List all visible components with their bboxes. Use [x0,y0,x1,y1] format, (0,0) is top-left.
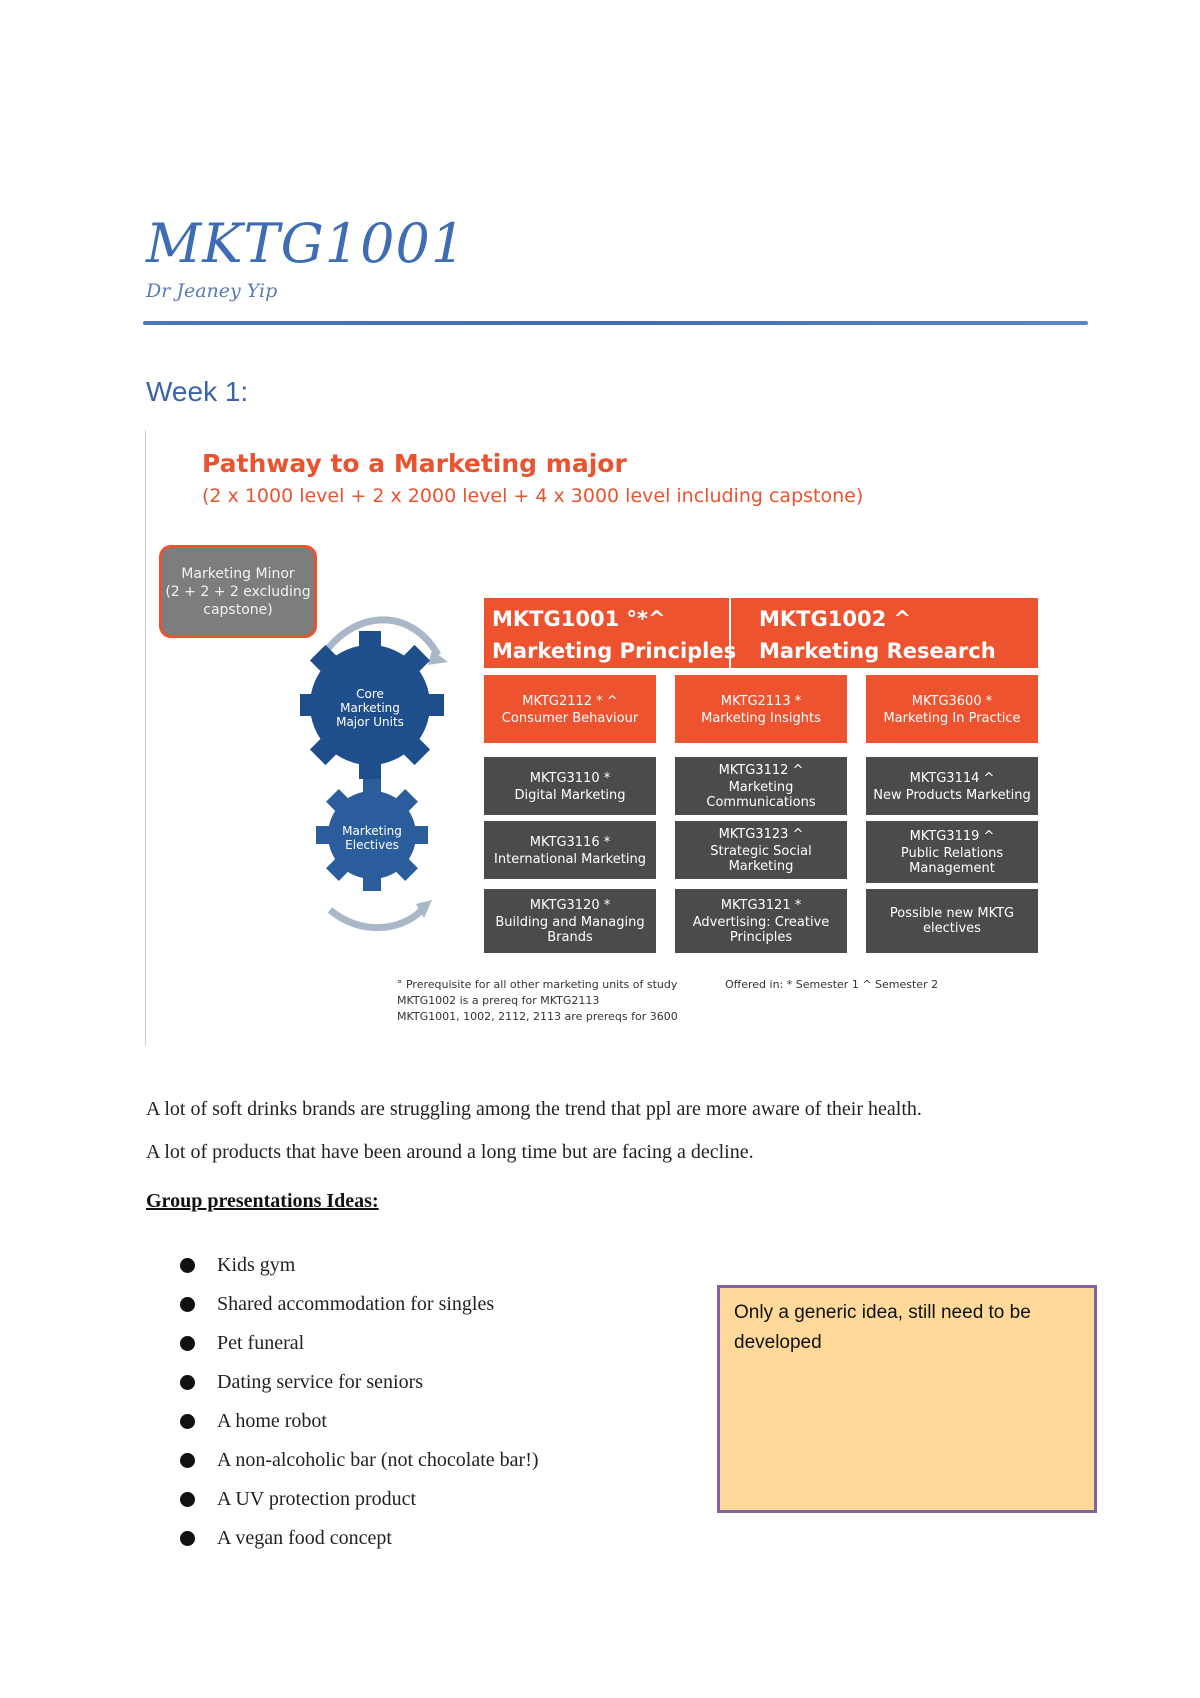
bullet-icon [180,1492,195,1507]
list-item [180,1480,539,1519]
idea-text: Dating service for seniors [217,1371,424,1393]
bullet-icon [180,1297,195,1312]
unit-mktg3123 [675,821,847,879]
unit-name: Digital Marketing [514,787,626,803]
figure-left-border [145,430,146,1046]
bullet-icon [180,1375,195,1390]
core-gear-label: Core Marketing Major Units [336,687,404,729]
unit-mktg3114 [866,757,1038,815]
unit-mktg3119 [866,821,1038,883]
unit-mktg3116 [484,821,656,879]
idea-text: A non-alcoholic bar (not chocolate bar!) [217,1449,539,1471]
unit-code: MKTG2112 * ^ [522,693,618,709]
figure-subtitle: (2 x 1000 level + 2 x 2000 level + 4 x 3000 level including capstone) [202,485,864,507]
ideas-list [180,1246,539,1558]
unit-name: Advertising: Creative Principles [692,915,830,945]
unit-name: New Products Marketing [873,787,1031,803]
list-item [180,1246,539,1285]
idea-text: Pet funeral [217,1332,305,1354]
note-offered: Offered in: * Semester 1 ^ Semester 2 [725,978,939,991]
bullet-icon [180,1453,195,1468]
week-heading: Week 1: [146,376,249,407]
idea-text: A home robot [217,1410,327,1432]
first-year-units-header [484,598,1038,668]
unit-code: MKTG1002 ^ [759,607,912,631]
unit-name: Building and Managing Brands [495,915,645,945]
unit-name: International Marketing [494,851,646,867]
unit-code: MKTG3119 ^ [909,829,995,844]
electives-gear-label: Marketing Electives [342,824,402,852]
idea-text: A UV protection product [217,1488,417,1510]
unit-code: MKTG3116 * [529,834,611,850]
unit-mktg1001 [492,603,736,667]
note-prerequisite: ° Prerequisite for all other marketing units of study [397,978,678,991]
idea-text: Shared accommodation for singles [217,1293,495,1315]
unit-mktg3600 [866,675,1038,743]
bullet-icon [180,1336,195,1351]
unit-code: MKTG3121 * [720,898,802,913]
list-item [180,1324,539,1363]
unit-mktg3120 [484,889,656,953]
unit-code: MKTG3110 * [529,770,611,786]
title-divider [143,321,1088,325]
note-prereq-3600: MKTG1001, 1002, 2112, 2113 are prereqs for 3600 [397,1010,678,1023]
unit-mktg2112 [484,675,656,743]
unit-code: MKTG1001 °*^ [492,607,666,631]
unit-name: Possible new MKTG electives [889,906,1015,936]
paragraph-declining-products: A lot of products that have been around a long time but are facing a decline. [146,1141,754,1163]
gears-diagram [300,610,480,940]
bottom-arrow-icon [330,910,422,928]
sticky-note-text: Only a generic idea, still need to be developed [734,1302,1031,1353]
bullet-icon [180,1531,195,1546]
list-item [180,1363,539,1402]
unit-name: Public Relations Management [900,846,1004,876]
unit-name: Marketing Insights [701,710,821,726]
pathway-figure [150,435,1050,1045]
sticky-note [717,1285,1097,1513]
unit-new-electives [866,889,1038,953]
note-prereq-2113: MKTG1002 is a prereq for MKTG2113 [397,994,600,1007]
unit-name: Marketing Research [759,639,996,663]
document-title: MKTG1001 [146,212,467,275]
figure-title: Pathway to a Marketing major [202,449,627,478]
unit-mktg3112 [675,757,847,815]
unit-code: MKTG3120 * [529,898,611,913]
marketing-minor-label: Marketing Minor (2 + 2 + 2 excluding capstone) [165,565,311,618]
bullet-icon [180,1258,195,1273]
unit-name: Marketing In Practice [883,710,1021,726]
unit-mktg3110 [484,757,656,815]
idea-text: A vegan food concept [217,1527,392,1549]
list-item [180,1519,539,1558]
bullet-icon [180,1414,195,1429]
unit-code: MKTG3600 * [911,693,993,709]
unit-name: Consumer Behaviour [501,710,639,726]
group-ideas-heading: Group presentations Ideas: [146,1190,379,1212]
unit-mktg2113 [675,675,847,743]
unit-code: MKTG3123 ^ [718,827,804,842]
marketing-minor-box [159,545,317,638]
unit-code: MKTG2113 * [720,693,802,709]
unit-mktg3121 [675,889,847,953]
list-item [180,1402,539,1441]
paragraph-soft-drinks: A lot of soft drinks brands are struggling among the trend that ppl are more aware of their health. [146,1098,922,1120]
unit-name: Strategic Social Marketing [710,844,812,874]
list-item [180,1285,539,1324]
unit-name: Marketing Communications [706,780,816,810]
unit-mktg1002 [759,603,996,667]
unit-name: Marketing Principles [492,639,737,663]
unit-code: MKTG3112 ^ [718,763,804,778]
list-item [180,1441,539,1480]
idea-text: Kids gym [217,1254,296,1276]
document-author: Dr Jeaney Yip [146,280,278,302]
unit-code: MKTG3114 ^ [909,770,995,786]
